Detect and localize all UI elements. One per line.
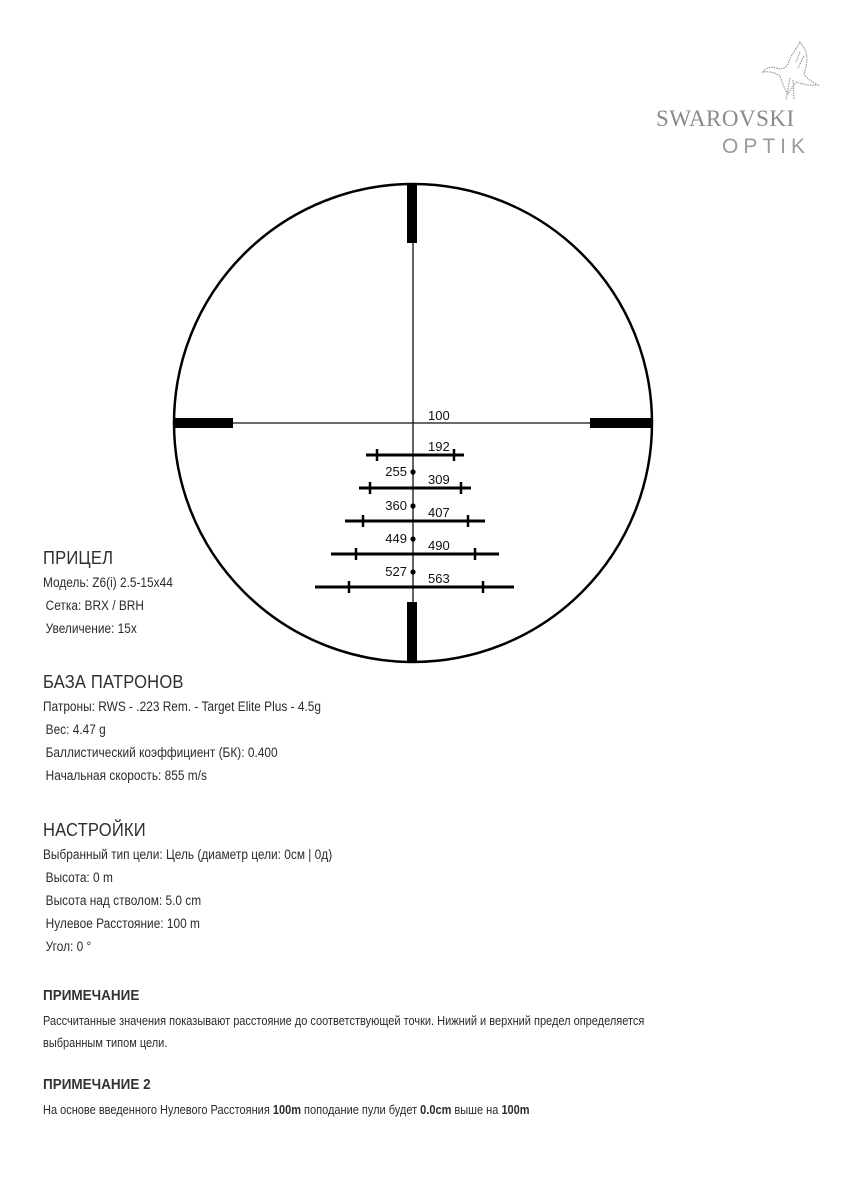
note2-text [43,1099,530,1121]
post-top [407,184,417,243]
settings-title: НАСТРОЙКИ [43,820,146,840]
center-label: 100 [428,408,450,423]
bar-distance-label: 309 [428,472,450,487]
bar-distance-label: 407 [428,505,450,520]
ammo-bc: Баллистический коэффициент (БК): 0.400 [45,745,278,760]
note-line-1: Рассчитанные значения показывают расстояние до соответствующей точки. Нижний и верхний предел определяется [43,1014,645,1028]
dot-distance-label: 360 [385,498,407,513]
post-right [590,418,651,428]
ammo-weight: Вес: 4.47 g [45,722,106,737]
note2-text-part: пoподание пули будет [300,1103,421,1117]
ammo-title: БАЗА ПАТРОНОВ [43,672,184,692]
note2-offset-value: 0.0cm [420,1103,452,1117]
holdover-dot [410,503,415,508]
ammo-section [43,672,359,787]
scope-title: ПРИЦЕЛ [43,548,114,568]
post-left [174,418,233,428]
note-title: ПРИМЕЧАНИЕ [43,987,140,1004]
ammo-velocity: Начальная скорость: 855 m/s [45,768,207,783]
note2-title: ПРИМЕЧАНИЕ 2 [43,1076,151,1093]
holdover-dot [410,469,415,474]
note-line-2: выбранным типом цели. [43,1036,168,1050]
settings-angle: Угол: 0 ° [45,939,92,954]
ammo-cartridge: Патроны: RWS - .223 Rem. - Target Elite Plus - 4.5g [43,699,321,714]
note2-zero-value: 100m [272,1103,301,1117]
bar-distance-label: 192 [428,439,450,454]
note2-range-value: 100m [501,1103,530,1117]
scope-model: Модель: Z6(i) 2.5-15x44 [43,575,173,590]
settings-altitude: Высота: 0 m [45,870,113,885]
post-bottom [407,602,417,662]
settings-sight-height: Высота над стволом: 5.0 cm [45,893,202,908]
settings-target-type: Выбранный тип цели: Цель (диаметр цели: 0см | 0д) [43,847,333,862]
bar-distance-label: 563 [428,571,450,586]
note2-text-part: На основе введенного Нулевого Расстояния [43,1103,273,1117]
brand-subname: OPTIK [722,135,811,158]
scope-section [43,548,191,640]
dot-distance-label: 449 [385,531,407,546]
settings-section [43,820,372,958]
brand-name: SWAROVSKI [656,106,795,131]
scope-magnification: Увеличение: 15x [45,621,137,636]
note-section [43,987,726,1054]
settings-zero-range: Нулевое Расстояние: 100 m [45,916,200,931]
scope-reticle: Сетка: BRX / BRH [45,598,144,613]
note2-text-part: выше на [451,1103,502,1117]
bar-distance-label: 490 [428,538,450,553]
dot-distance-label: 527 [385,564,407,579]
dot-distance-label: 255 [385,464,407,479]
holdover-dot [410,536,415,541]
note2-section [43,1076,596,1121]
holdover-dot [410,569,415,574]
